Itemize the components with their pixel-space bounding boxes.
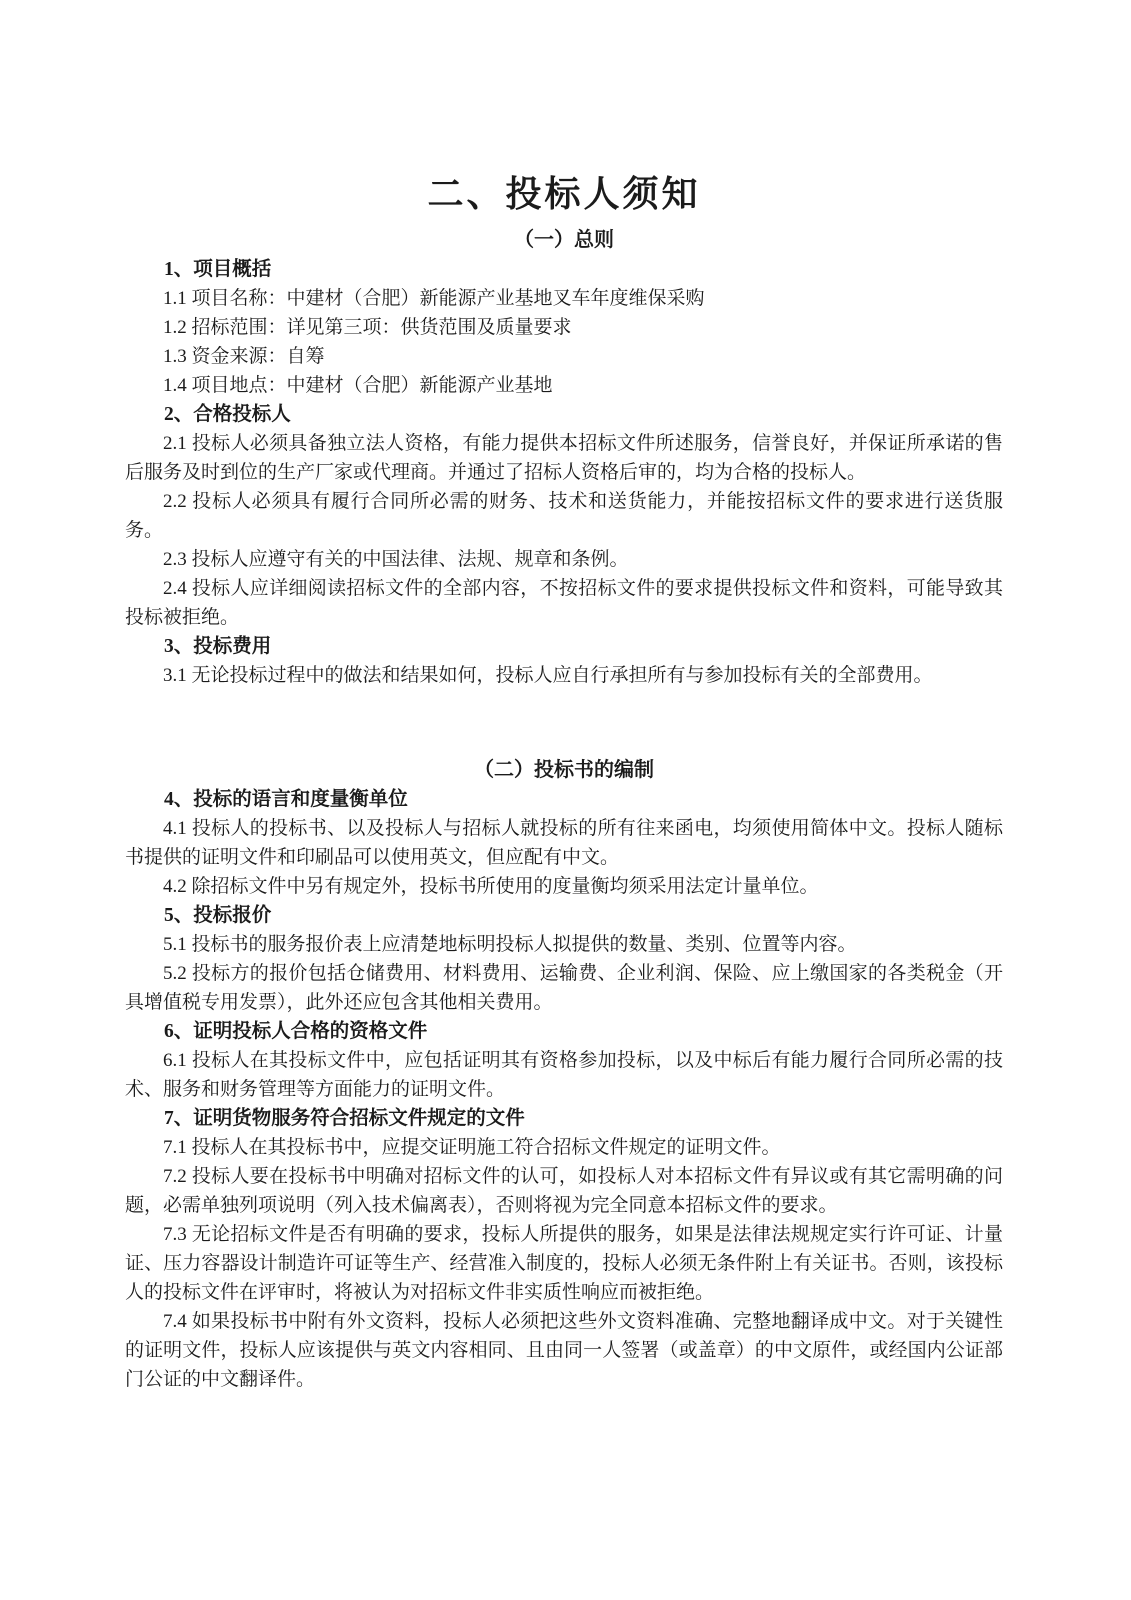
clause-heading: 6、证明投标人合格的资格文件 (164, 1021, 428, 1042)
clause-paragraph: 1.2 招标范围：详见第三项：供货范围及质量要求 (163, 317, 572, 338)
clause-heading: 5、投标报价 (164, 905, 272, 926)
clause-heading: 1、项目概括 (164, 259, 272, 280)
clause-paragraph: 4.2 除招标文件中另有规定外，投标书所使用的度量衡均须采用法定计量单位。 (163, 876, 819, 897)
clause-paragraph: 6.1 投标人在其投标文件中，应包括证明其有资格参加投标，以及中标后有能力履行合同所必需的技术、服务和财务管理等方面能力的证明文件。 (125, 1050, 1003, 1100)
clause-paragraph: 4.1 投标人的投标书、以及投标人与招标人就投标的所有往来函电，均须使用简体中文。投标人随标书提供的证明文件和印刷品可以使用英文，但应配有中文。 (125, 818, 1003, 868)
clause-heading: 3、投标费用 (164, 636, 272, 657)
clause-paragraph: 2.4 投标人应详细阅读招标文件的全部内容，不按招标文件的要求提供投标文件和资料，可能导致其投标被拒绝。 (125, 578, 1003, 628)
clause-paragraph: 1.4 项目地点：中建材（合肥）新能源产业基地 (163, 375, 553, 396)
clause-paragraph: 1.1 项目名称：中建材（合肥）新能源产业基地叉车年度维保采购 (163, 288, 705, 309)
clause-heading: 7、证明货物服务符合招标文件规定的文件 (164, 1108, 525, 1129)
clause-paragraph: 7.2 投标人要在投标书中明确对招标文件的认可，如投标人对本招标文件有异议或有其它需明确的问题，必需单独列项说明（列入技术偏离表），否则将视为完全同意本招标文件的要求。 (125, 1166, 1003, 1216)
section-general-rules (125, 226, 1003, 690)
clause-paragraph: 2.3 投标人应遵守有关的中国法律、法规、规章和条例。 (163, 549, 629, 570)
clause-paragraph: 5.2 投标方的报价包括仓储费用、材料费用、运输费、企业利润、保险、应上缴国家的各类税金（开具增值税专用发票），此外还应包含其他相关费用。 (125, 963, 1003, 1013)
clause-paragraph: 7.1 投标人在其投标书中，应提交证明施工符合招标文件规定的证明文件。 (163, 1137, 781, 1158)
clause-heading: 2、合格投标人 (164, 404, 291, 425)
clause-paragraph: 2.2 投标人必须具有履行合同所必需的财务、技术和送货能力，并能按招标文件的要求进行送货服务。 (125, 491, 1003, 541)
clause-paragraph: 7.3 无论招标文件是否有明确的要求，投标人所提供的服务，如果是法律法规规定实行许可证、计量证、压力容器设计制造许可证等生产、经营准入制度的，投标人必须无条件附上有关证书。否则，该投标人的投标文件在评审时，将被认为对招标文件非实质性响应而被拒绝。 (125, 1224, 1003, 1303)
clause-heading: 4、投标的语言和度量衡单位 (164, 789, 408, 810)
clause-paragraph: 5.1 投标书的服务报价表上应清楚地标明投标人拟提供的数量、类别、位置等内容。 (163, 934, 857, 955)
section-bid-preparation (125, 756, 1003, 1394)
part-heading: （一）总则 (514, 229, 614, 251)
clause-paragraph: 3.1 无论投标过程中的做法和结果如何，投标人应自行承担所有与参加投标有关的全部费用。 (163, 665, 933, 686)
clause-paragraph: 1.3 资金来源：自筹 (163, 346, 325, 367)
clause-paragraph: 7.4 如果投标书中附有外文资料，投标人必须把这些外文资料准确、完整地翻译成中文。对于关键性的证明文件，投标人应该提供与英文内容相同、且由同一人签署（或盖章）的中文原件，或经国内公证部门公证的中文翻译件。 (125, 1311, 1003, 1390)
document-title: 二、投标人须知 (427, 174, 701, 214)
part-heading: （二）投标书的编制 (474, 759, 654, 781)
clause-paragraph: 2.1 投标人必须具备独立法人资格，有能力提供本招标文件所述服务，信誉良好，并保证所承诺的售后服务及时到位的生产厂家或代理商。并通过了招标人资格后审的，均为合格的投标人。 (125, 433, 1003, 483)
